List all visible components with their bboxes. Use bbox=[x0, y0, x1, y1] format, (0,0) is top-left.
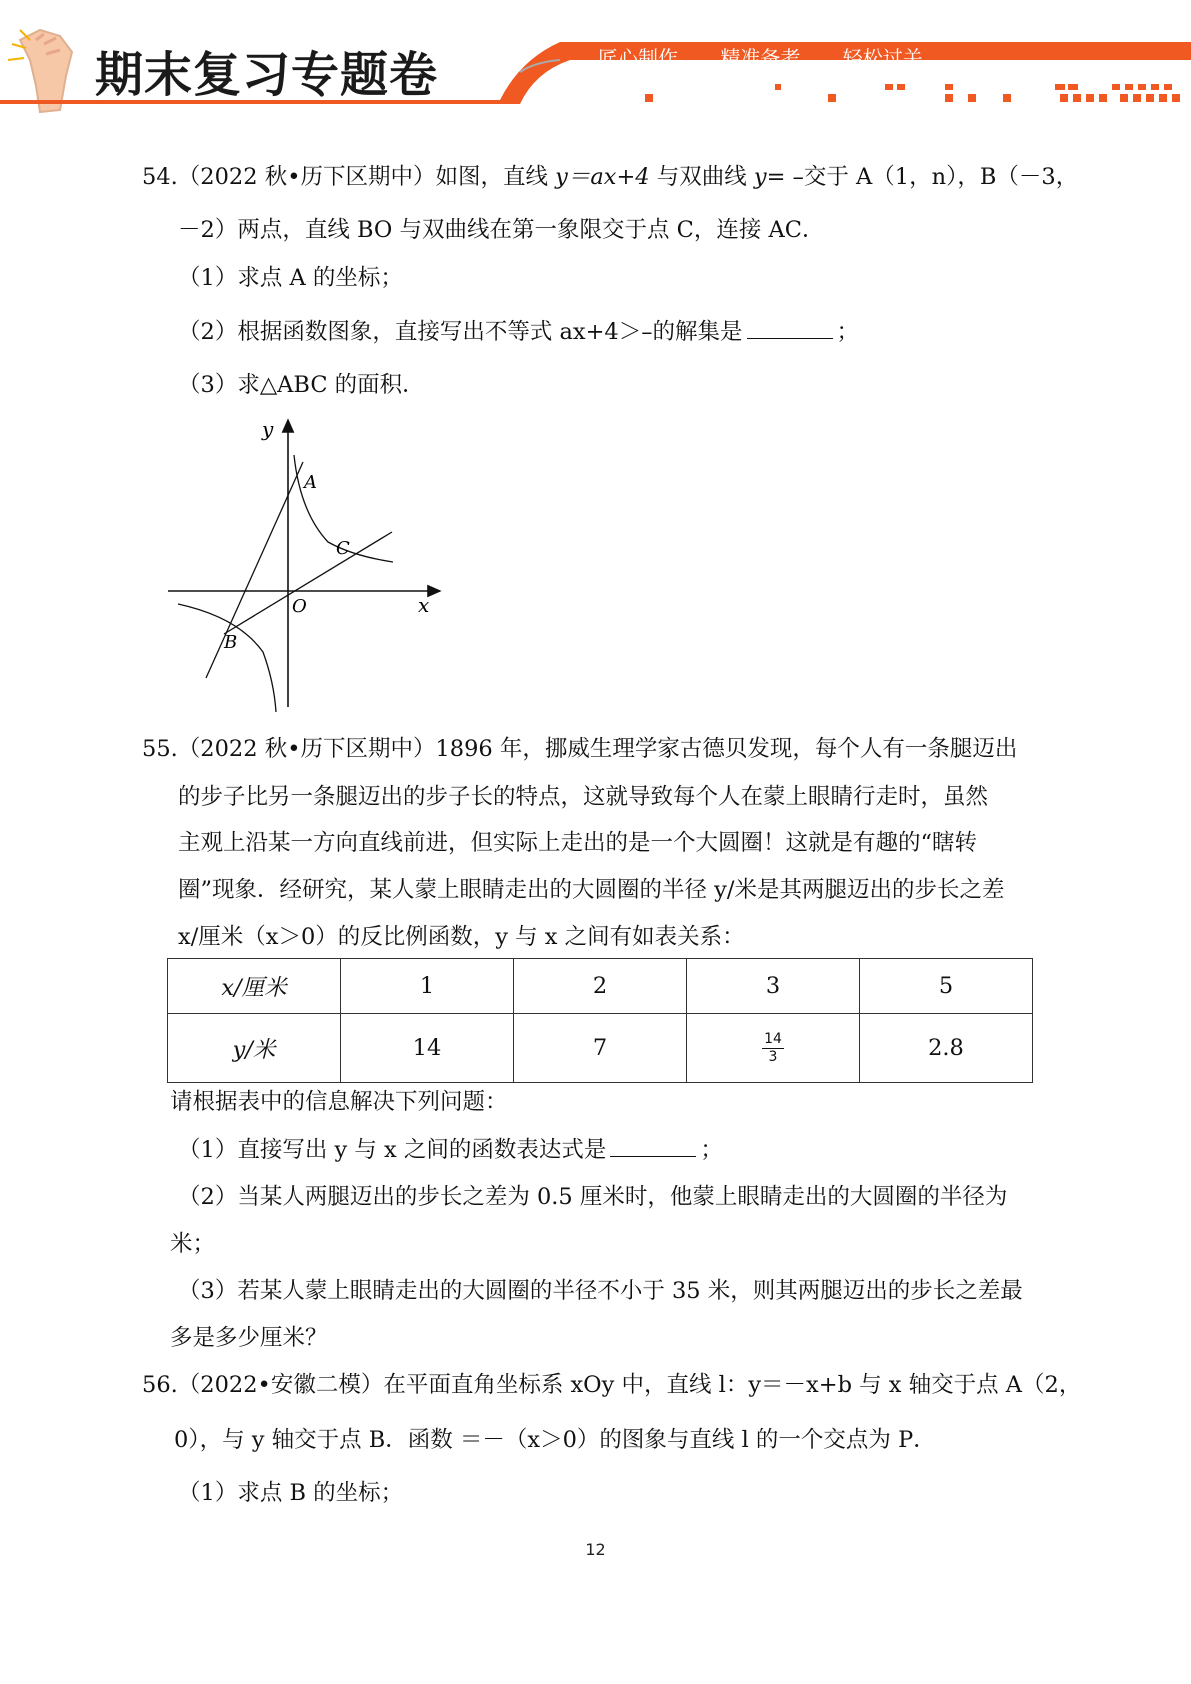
q55-part2-b: 米； bbox=[170, 1231, 216, 1257]
point-c-label: C bbox=[336, 538, 350, 559]
table-cell: 2 bbox=[514, 959, 687, 1014]
slogan-1: 匠心制作 bbox=[598, 46, 678, 70]
q55-part3-a: （3）若某人蒙上眼睛走出的大圆圈的半径不小于 35 米，则其两腿迈出的步长之差最 bbox=[178, 1278, 1023, 1304]
answer-blank[interactable] bbox=[747, 320, 833, 339]
q55-line2: 的步子比另一条腿迈出的步子长的特点，这就导致每个人在蒙上眼睛行走时，虽然 bbox=[178, 784, 989, 810]
page-number: 12 bbox=[585, 1540, 606, 1559]
q54-line2: －2）两点，直线 BO 与双曲线在第一象限交于点 C，连接 AC． bbox=[178, 217, 825, 243]
q56-part1: （1）求点 B 的坐标； bbox=[178, 1480, 404, 1506]
answer-blank[interactable] bbox=[610, 1138, 696, 1157]
point-a-label: A bbox=[304, 472, 317, 493]
q54-part2: （2）根据函数图象，直接写出不等式 ax+4＞–的解集是 ； bbox=[178, 319, 860, 345]
table-cell bbox=[687, 1014, 860, 1083]
table-row bbox=[168, 1014, 1033, 1083]
table-cell: 2.8 bbox=[860, 1014, 1033, 1083]
q55-after-table: 请根据表中的信息解决下列问题： bbox=[170, 1089, 508, 1115]
q56-line2: 0），与 y 轴交于点 B．函数 ＝－（x＞0）的图象与直线 l 的一个交点为 P． bbox=[174, 1427, 936, 1453]
y-label: y bbox=[262, 417, 274, 441]
point-b-label: B bbox=[224, 632, 238, 653]
fraction: $\frac{14}{3}$ bbox=[764, 1030, 782, 1065]
slogan-2: 精准备考 bbox=[720, 46, 801, 70]
q55-line5: x/厘米（x＞0）的反比例函数，y 与 x 之间有如表关系： bbox=[178, 924, 745, 950]
q54-part3: （3）求△ABC 的面积． bbox=[178, 372, 425, 398]
q55-part3-b: 多是多少厘米？ bbox=[170, 1325, 328, 1351]
header-title: 期末复习专题卷 bbox=[95, 47, 439, 103]
q55-part1: （1）直接写出 y 与 x 之间的函数表达式是 ； bbox=[178, 1137, 723, 1163]
table-cell: 1 bbox=[341, 959, 514, 1014]
table-cell: 14 bbox=[341, 1014, 514, 1083]
hyperbola-q3 bbox=[178, 604, 276, 712]
table-cell: x/厘米 bbox=[168, 959, 341, 1014]
q55-line1: 55.（2022 秋•历下区期中）1896 年，挪威生理学家古德贝发现，每个人有一条腿迈出 bbox=[142, 736, 1018, 762]
page-header bbox=[0, 0, 1191, 120]
slogan-3: 轻松过关 bbox=[842, 46, 923, 70]
q55-line4: 圈”现象．经研究，某人蒙上眼睛走出的大圆圈的半径 y/米是其两腿迈出的步长之差 bbox=[178, 877, 1005, 903]
q54-figure bbox=[168, 412, 458, 712]
table-row bbox=[168, 959, 1033, 1014]
table-cell: y/米 bbox=[168, 1014, 341, 1083]
q55-part2-a: （2）当某人两腿迈出的步长之差为 0.5 厘米时，他蒙上眼睛走出的大圆圈的半径为 bbox=[178, 1184, 1008, 1210]
table-cell: 5 bbox=[860, 959, 1033, 1014]
q54-part1: （1）求点 A 的坐标； bbox=[178, 265, 403, 291]
q54-line1: 54.（2022 秋•历下区期中）如图，直线 y＝ax+4 与双曲线 y= –交于 A（1，n），B（－3， bbox=[142, 164, 1079, 190]
q56-line1: 56.（2022•安徽二模）在平面直角坐标系 xOy 中，直线 l：y＝－x+b 与 x 轴交于点 A（2， bbox=[142, 1372, 1082, 1398]
header-slogan bbox=[598, 42, 943, 71]
fist-logo-icon bbox=[8, 30, 72, 112]
table-cell: 3 bbox=[687, 959, 860, 1014]
table-cell: 7 bbox=[514, 1014, 687, 1083]
x-label: x bbox=[418, 593, 430, 617]
origin-label: O bbox=[292, 596, 307, 617]
q55-table bbox=[167, 958, 1033, 1083]
q55-line3: 主观上沿某一方向直线前进，但实际上走出的是一个大圆圈！这就是有趣的“瞎转 bbox=[178, 830, 978, 856]
